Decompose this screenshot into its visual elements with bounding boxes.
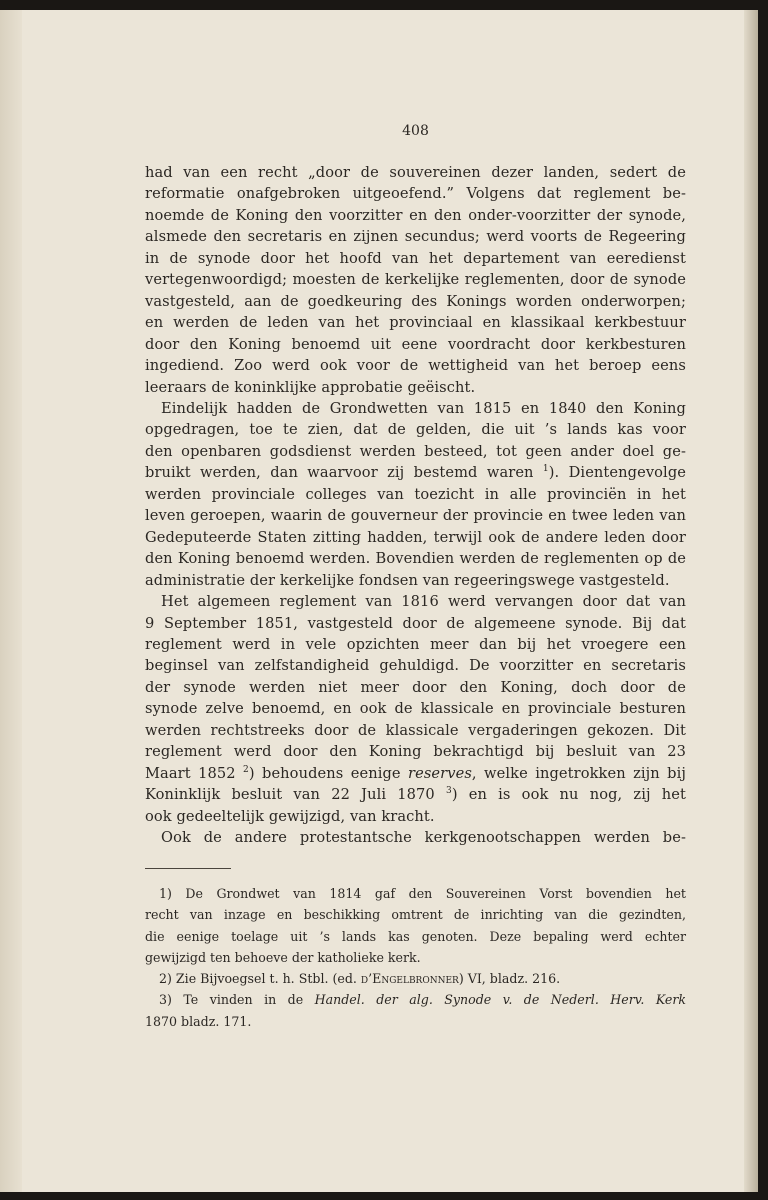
text-segment: Koninklijk besluit van 22 Juli 1870 xyxy=(145,786,435,804)
text-line: door den Koning benoemd uit eene voordracht door kerkbesturen xyxy=(145,335,686,353)
footnote-ref-1: 1 xyxy=(542,464,549,475)
text-line xyxy=(145,462,686,483)
text-line: beginsel van zelfstandigheid gehuldigd. De voorzitter en secretaris xyxy=(145,657,686,675)
text-segment: ) VI, bladz. 216. xyxy=(458,971,561,987)
text-line: vertegenwoordigd; moesten de kerkelijke reglementen, door de synode xyxy=(145,271,686,289)
text-line: der synode werden niet meer door den Koning, doch door de xyxy=(145,678,686,696)
text-line: ingediend. Zoo werd ook voor de wettigheid van het beroep eens xyxy=(145,357,686,375)
footnote-ref-2: 2 xyxy=(243,764,249,775)
text-line: administratie der kerkelijke fondsen van regeeringswege vastgesteld. xyxy=(145,571,670,589)
text-segment: Maart 1852 xyxy=(145,764,236,782)
text-segment: 3) Te vinden in de xyxy=(159,992,315,1008)
text-segment: bruikt werden, dan waarvoor zij bestemd waren xyxy=(145,464,534,482)
text-line: werden rechtstreeks door de klassicale vergaderingen gekozen. Dit xyxy=(145,721,686,739)
text-segment: 2) Zie Bijvoegsel t. h. Stbl. (ed. xyxy=(159,971,361,987)
footnote-1-line: gewijzigd ten behoeve der katholieke kerk. xyxy=(145,949,421,965)
italic-term: reserves xyxy=(408,764,472,782)
text-line: Eindelijk hadden de Grondwetten van 1815 en 1840 den Koning xyxy=(161,399,686,417)
author-name: d’Engelbronner xyxy=(360,971,459,987)
text-line: reglement werd in vele opzichten meer dan bij het vroegere een xyxy=(145,635,686,653)
text-line: Gedeputeerde Staten zitting hadden, terwijl ook de andere leden door xyxy=(145,528,686,546)
text-line: den Koning benoemd werden. Bovendien werden de reglementen op de xyxy=(145,550,686,568)
text-line: opgedragen, toe te zien, dat de gelden, die uit ’s lands kas voor xyxy=(145,421,686,439)
text-segment: ) behoudens eenige xyxy=(248,764,401,782)
text-line: had van een recht „door de souvereinen dezer landen, sedert de xyxy=(145,164,686,181)
page-edge xyxy=(744,10,758,1192)
text-line: reformatie onafgebroken uitgeoefend.” Volgens dat reglement be- xyxy=(145,185,686,203)
text-line: noemde de Koning den voorzitter en den onder-voorzitter der synode, xyxy=(145,206,686,224)
footnote-1-line: 1) De Grondwet van 1814 gaf den Souvereinen Vorst bovendien het xyxy=(159,886,686,901)
text-line: synode zelve benoemd, en ook de klassicale en provinciale besturen xyxy=(145,700,686,718)
text-line: Ook de andere protestantsche kerkgenootschappen werden be- xyxy=(161,829,686,847)
page-number: 408 xyxy=(402,123,429,139)
text-line: ook gedeeltelijk gewijzigd, van kracht. xyxy=(145,807,435,825)
text-line: Het algemeen reglement van 1816 werd vervangen door dat van xyxy=(161,593,686,611)
italic-title: Handel. der alg. Synode v. de Nederl. Herv. Kerk xyxy=(314,992,686,1008)
text-segment: ) en is ook nu nog, zij het xyxy=(451,786,686,804)
text-line: alsmede den secretaris en zijnen secundus; werd voorts de Regeering xyxy=(145,228,686,246)
text-segment: , welke ingetrokken zijn bij xyxy=(471,764,686,782)
text-line: werden provinciale colleges van toezicht in alle provinciën in het xyxy=(145,485,686,503)
footnote-1-line: recht van inzage en beschikking omtrent de inrichting van die gezindten, xyxy=(145,907,686,923)
footnote-1-line: die eenige toelage uit ’s lands kas genoten. Deze bepaling werd echter xyxy=(145,928,686,944)
book-page xyxy=(0,10,758,1192)
footnote-2 xyxy=(145,968,686,989)
text-line: en werden de leden van het provinciaal en klassikaal kerkbestuur xyxy=(145,314,686,332)
footnote-divider xyxy=(145,868,231,869)
body-text xyxy=(145,162,686,849)
text-line xyxy=(145,763,686,784)
text-line: vastgesteld, aan de goedkeuring des Konings worden onderworpen; xyxy=(145,292,686,310)
text-line: reglement werd door den Koning bekrachtigd bij besluit van 23 xyxy=(145,743,686,761)
text-line: den openbaren godsdienst werden besteed, tot geen ander doel ge- xyxy=(145,442,686,460)
footnote-3 xyxy=(145,989,686,1010)
text-line: leven geroepen, waarin de gouverneur der provincie en twee leden van xyxy=(145,507,686,525)
text-line: leeraars de koninklijke approbatie geëischt. xyxy=(145,378,476,396)
text-line: in de synode door het hoofd van het departement van eeredienst xyxy=(145,249,686,267)
text-line xyxy=(145,784,686,805)
book-gutter xyxy=(0,10,22,1192)
text-segment: ). Dientengevolge xyxy=(548,464,686,482)
footnote-3-line: 1870 bladz. 171. xyxy=(145,1013,252,1029)
footnote-ref-3: 3 xyxy=(445,786,452,797)
footnotes xyxy=(145,883,686,1032)
text-line: 9 September 1851, vastgesteld door de algemeene synode. Bij dat xyxy=(145,614,686,632)
